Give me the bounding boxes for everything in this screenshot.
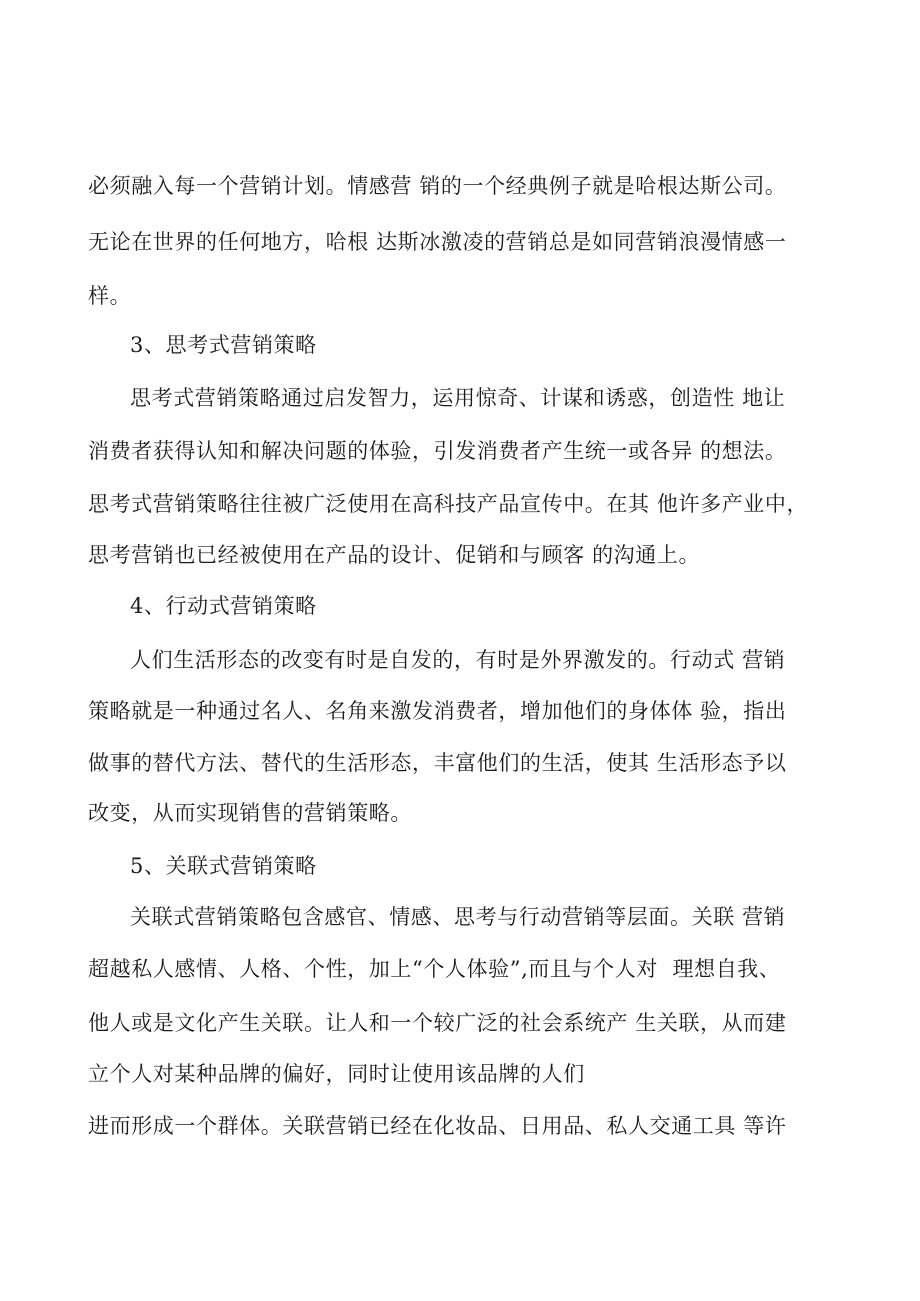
paragraph-line: 人们生活形态的改变有时是自发的，有时是外界激发的。行动式 营销 [130, 648, 786, 672]
section-heading-3: 3、思考式营销策略 [130, 333, 317, 357]
paragraph-line: 做事的替代方法、替代的生活形态，丰富他们的生活，使其 生活形态予以 [88, 751, 787, 775]
paragraph-line: 思考营销也已经被使用在产品的设计、促销和与顾客 的沟通上。 [88, 543, 701, 567]
paragraph-line: 消费者获得认知和解决问题的体验，引发消费者产生统一或各异 的想法。 [88, 439, 787, 463]
paragraph-line: 超越私人感情、人格、个性，加上“个人体验”,而且与个人对 理想自我、 [88, 957, 781, 981]
paragraph-line: 必须融入每一个营销计划。情感营 销的一个经典例子就是哈根达斯公司。 [88, 174, 787, 198]
section-heading-4: 4、行动式营销策略 [130, 594, 317, 618]
paragraph-line: 策略就是一种通过名人、名角来激发消费者，增加他们的身体体 验，指出 [88, 699, 787, 723]
paragraph-line: 关联式营销策略包含感官、情感、思考与行动营销等层面。关联 营销 [130, 905, 786, 929]
section-heading-5: 5、关联式营销策略 [130, 854, 317, 878]
paragraph-line: 样。 [88, 284, 132, 308]
paragraph-line: 他人或是文化产生关联。让人和一个较广泛的社会系统产 生关联，从而建 [88, 1011, 787, 1035]
paragraph-line: 无论在世界的任何地方，哈根 达斯冰激凌的营销总是如同营销浪漫情感一 [88, 230, 787, 254]
paragraph-line: 改变，从而实现销售的营销策略。 [88, 801, 412, 825]
paragraph-line: 进而形成一个群体。关联营销已经在化妆品、日用品、私人交通工具 等许 [88, 1114, 787, 1138]
paragraph-line: 思考式营销策略通过启发智力，运用惊奇、计谋和诱惑，创造性 地让 [130, 386, 786, 410]
paragraph-line: 立个人对某种品牌的偏好，同时让使用该品牌的人们 [88, 1062, 585, 1086]
paragraph-line: 思考式营销策略往往被广泛使用在高科技产品宣传中。在其 他许多产业中， [88, 492, 809, 516]
